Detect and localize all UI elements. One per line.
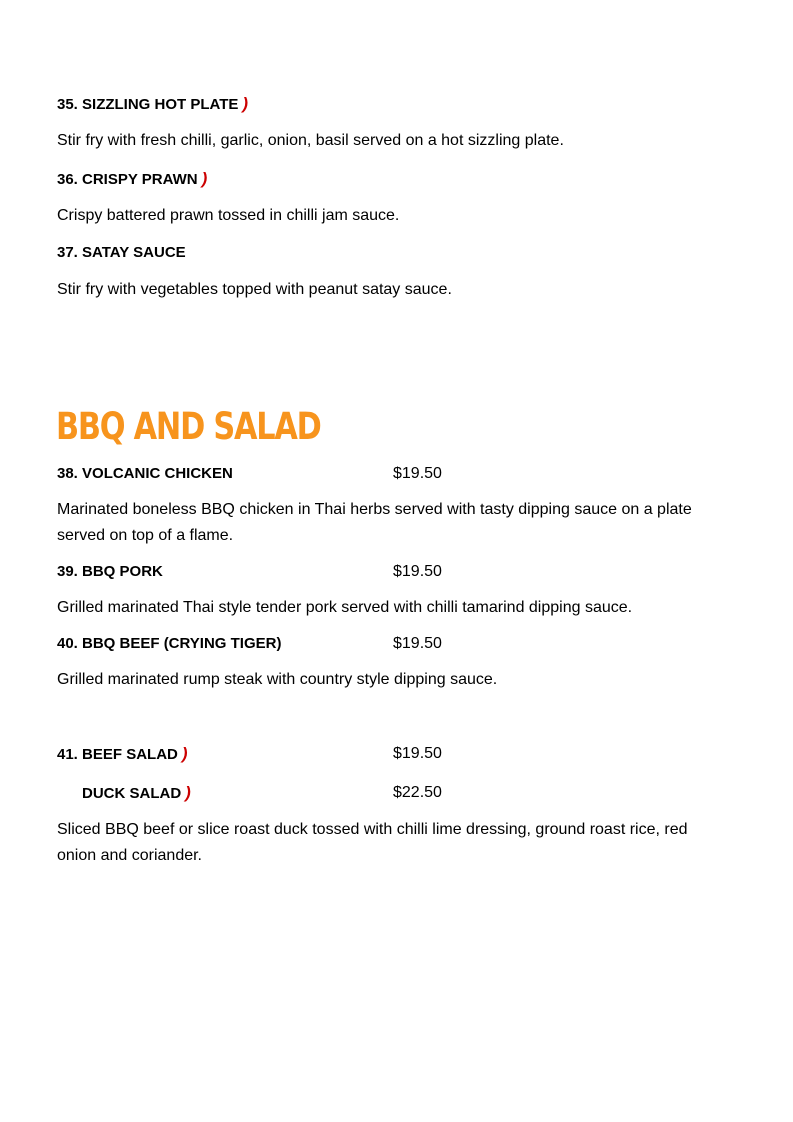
item-title-bbq-pork: 39. BBQ PORK <box>57 563 163 580</box>
item-title-satay-sauce: 37. SATAY SAUCE <box>57 244 186 261</box>
item-description-bbq-beef: Grilled marinated rump steak with country style dipping sauce. <box>57 671 498 688</box>
item-description-crispy-prawn: Crispy battered prawn tossed in chilli jam sauce. <box>57 207 400 224</box>
item-description-sizzling-hot-plate: Stir fry with fresh chilli, garlic, onion, basil served on a hot sizzling plate. <box>57 132 564 149</box>
item-title-beef-salad: 41. BEEF SALAD ) <box>57 744 188 763</box>
item-title-crispy-prawn: 36. CRISPY PRAWN ) <box>57 169 208 188</box>
item-title-volcanic-chicken: 38. VOLCANIC CHICKEN <box>57 465 233 482</box>
item-price-beef-salad: $19.50 <box>393 745 442 762</box>
chili-icon: ) <box>181 744 188 763</box>
chili-icon: ) <box>185 783 191 802</box>
item-price-bbq-pork: $19.50 <box>393 563 442 580</box>
item-description-bbq-pork: Grilled marinated Thai style tender pork served with chilli tamarind dipping sauce. <box>57 599 633 616</box>
item-title-bbq-beef: 40. BBQ BEEF (CRYING TIGER) <box>57 635 282 652</box>
item-price-volcanic-chicken: $19.50 <box>393 465 442 482</box>
item-price-duck-salad: $22.50 <box>393 784 442 801</box>
chili-icon: ) <box>242 94 249 113</box>
section-heading: BBQ AND SALAD <box>56 405 321 448</box>
item-description-salad: Sliced BBQ beef or slice roast duck tossed with chilli lime dressing, ground roast rice, red onion and coriander. <box>57 821 688 864</box>
item-description-satay-sauce: Stir fry with vegetables topped with peanut satay sauce. <box>57 281 452 298</box>
item-title-sizzling-hot-plate: 35. SIZZLING HOT PLATE ) <box>57 94 249 113</box>
item-description-volcanic-chicken: Marinated boneless BBQ chicken in Thai herbs served with tasty dipping sauce on a plate served on top of a flame. <box>57 501 692 544</box>
chili-icon: ) <box>201 169 208 188</box>
item-price-bbq-beef: $19.50 <box>393 635 442 652</box>
item-title-duck-salad: DUCK SALAD ) <box>82 783 191 802</box>
